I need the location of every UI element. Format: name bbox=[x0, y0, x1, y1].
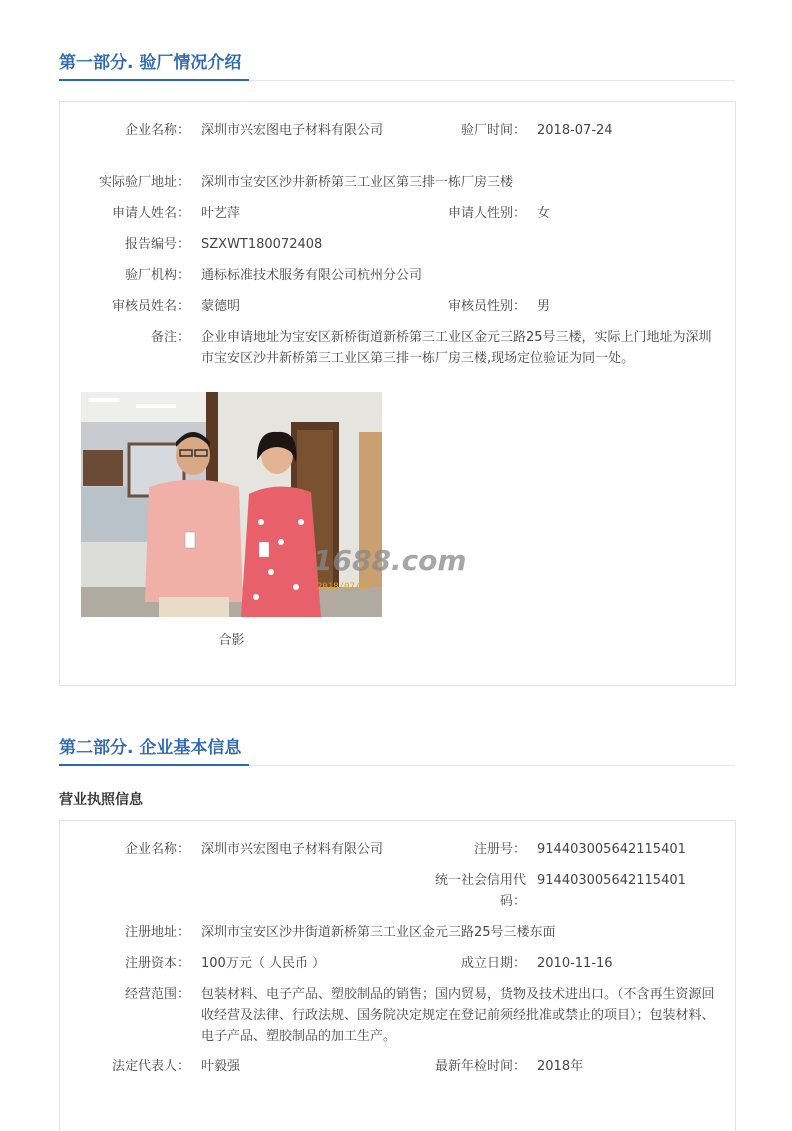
business-scope-value: 包装材料、电子产品、塑胶制品的销售；国内贸易，货物及技术进出口。（不含再生资源回收经营及法律、行政法规、国务院决定规定在登记前须经批准或禁止的项目）；包装材料、电子产品、塑胶制品的加工生产。 bbox=[201, 987, 715, 1044]
section-1-title: 第一部分. 验厂情况介绍 bbox=[59, 53, 242, 73]
section-1-accent bbox=[59, 79, 249, 81]
note-value: 企业申请地址为宝安区新桥街道新桥第三工业区金元三路25号三楼，实际上门地址为深圳市宝安区沙井新桥第三工业区第三排一栋厂房三楼,现场定位验证为同一处。 bbox=[201, 330, 712, 366]
section-2-title: 第二部分. 企业基本信息 bbox=[59, 738, 242, 758]
section-2-accent bbox=[59, 764, 249, 766]
company-name-label: 企业名称： bbox=[124, 123, 190, 138]
photo-date-stamp: 2018/07/24 bbox=[317, 582, 372, 592]
auditor-gender-value: 男 bbox=[537, 299, 551, 314]
auditor-name-value: 蒙德明 bbox=[201, 299, 241, 314]
applicant-name-value: 叶艺萍 bbox=[201, 206, 241, 221]
license-company-name-value: 深圳市兴宏图电子材料有限公司 bbox=[201, 842, 384, 857]
registered-capital-value: 100万元（ 人民币 ） bbox=[201, 956, 326, 971]
audit-time-label: 验厂时间： bbox=[460, 123, 526, 138]
auditor-name-label: 审核员姓名： bbox=[111, 299, 190, 314]
annual-inspection-value: 2018年 bbox=[537, 1059, 584, 1074]
established-date-label: 成立日期： bbox=[460, 956, 526, 971]
audit-agency-label: 验厂机构： bbox=[124, 268, 190, 283]
credit-code-label: 统一社会信用代码： bbox=[434, 873, 526, 909]
registered-capital-label: 注册资本： bbox=[124, 956, 190, 971]
applicant-name-label: 申请人姓名： bbox=[111, 206, 190, 221]
credit-code-value: 914403005642115401 bbox=[537, 873, 686, 888]
applicant-gender-value: 女 bbox=[537, 206, 551, 221]
registration-number-value: 914403005642115401 bbox=[537, 842, 686, 857]
note-label: 备注： bbox=[150, 330, 190, 345]
report-number-value: SZXWT180072408 bbox=[201, 237, 323, 252]
license-company-name-label: 企业名称： bbox=[124, 842, 190, 857]
registered-address-label: 注册地址： bbox=[124, 925, 190, 940]
group-photo bbox=[81, 392, 467, 617]
photo-caption: 合影 bbox=[218, 633, 245, 648]
audit-address-value: 深圳市宝安区沙井新桥第三工业区第三排一栋厂房三楼 bbox=[201, 175, 514, 190]
company-name-value: 深圳市兴宏图电子材料有限公司 bbox=[201, 123, 384, 138]
business-scope-label: 经营范围： bbox=[124, 987, 190, 1002]
factory-audit-card bbox=[59, 101, 736, 686]
audit-address-label: 实际验厂地址： bbox=[98, 175, 190, 190]
audit-time-value: 2018-07-24 bbox=[537, 123, 613, 138]
applicant-gender-label: 申请人性别： bbox=[447, 206, 526, 221]
business-license-card bbox=[59, 820, 736, 1131]
report-number-label: 报告编号： bbox=[124, 237, 190, 252]
legal-representative-value: 叶毅强 bbox=[201, 1059, 241, 1074]
watermark-logo: 1688.com bbox=[313, 544, 467, 577]
established-date-value: 2010-11-16 bbox=[537, 956, 613, 971]
registered-address-value: 深圳市宝安区沙井街道新桥第三工业区金元三路25号三楼东面 bbox=[201, 925, 556, 940]
legal-representative-label: 法定代表人： bbox=[111, 1059, 190, 1074]
annual-inspection-label: 最新年检时间： bbox=[434, 1059, 526, 1074]
registration-number-label: 注册号： bbox=[473, 842, 526, 857]
auditor-gender-label: 审核员性别： bbox=[447, 299, 526, 314]
audit-agency-value: 通标标准技术服务有限公司杭州分公司 bbox=[201, 268, 423, 283]
business-license-subtitle: 营业执照信息 bbox=[59, 792, 143, 808]
